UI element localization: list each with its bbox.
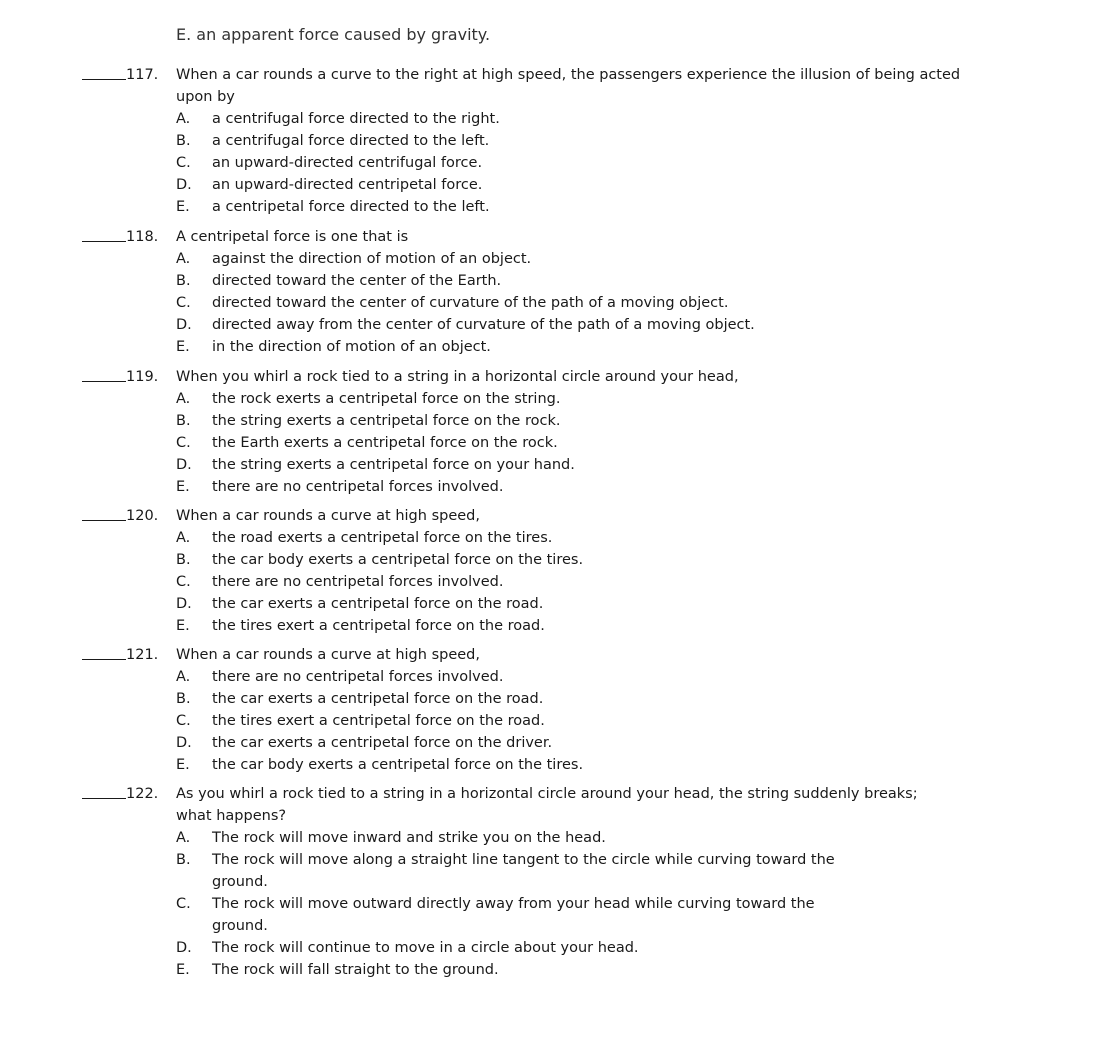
option-letter: C. <box>176 574 191 590</box>
question-number: 118. <box>126 229 159 245</box>
question-header <box>82 505 1042 527</box>
question-stem: When a car rounds a curve at high speed, <box>176 508 480 524</box>
option-c <box>82 710 1042 732</box>
option-letter: A. <box>176 111 191 127</box>
answer-blank[interactable] <box>82 798 126 799</box>
option-b <box>82 130 1042 152</box>
option-a <box>82 108 1042 130</box>
question-stem: When you whirl a rock tied to a string in a horizontal circle around your head, <box>176 369 739 385</box>
question-stem: When a car rounds a curve to the right at high speed, the passengers experience the illusion of being acted <box>176 67 961 83</box>
option-text: The rock will move outward directly away from your head while curving toward the ground. <box>212 896 815 934</box>
option-d <box>82 174 1042 196</box>
option-letter: D. <box>176 177 192 193</box>
question-stem-continued: what happens? <box>176 808 287 824</box>
question-117 <box>82 64 1042 218</box>
option-text: the tires exert a centripetal force on the road. <box>212 713 545 729</box>
option-text: a centrifugal force directed to the right. <box>212 111 500 127</box>
option-c <box>82 432 1042 454</box>
option-b <box>82 688 1042 710</box>
option-letter: E. <box>176 618 190 634</box>
option-text: the string exerts a centripetal force on your hand. <box>212 457 575 473</box>
option-d <box>82 314 1042 336</box>
option-letter: A. <box>176 251 191 267</box>
answer-blank[interactable] <box>82 381 126 382</box>
question-stem-continued: upon by <box>176 89 235 105</box>
option-letter: B. <box>176 133 191 149</box>
question-number: 119. <box>126 369 159 385</box>
option-a <box>82 827 1042 849</box>
option-b <box>82 849 1042 893</box>
option-text: directed toward the center of curvature of the path of a moving object. <box>212 295 729 311</box>
option-c <box>82 152 1042 174</box>
option-letter: C. <box>176 896 191 912</box>
option-letter: B. <box>176 691 191 707</box>
option-letter: C. <box>176 295 191 311</box>
option-text: directed toward the center of the Earth. <box>212 273 502 289</box>
option-letter: D. <box>176 940 192 956</box>
option-letter: E. <box>176 962 190 978</box>
option-a <box>82 527 1042 549</box>
answer-blank[interactable] <box>82 79 126 80</box>
question-120 <box>82 505 1042 637</box>
option-letter: E. <box>176 339 190 355</box>
question-122 <box>82 783 1042 981</box>
option-text: directed away from the center of curvature of the path of a moving object. <box>212 317 755 333</box>
option-letter: D. <box>176 735 192 751</box>
option-letter: A. <box>176 830 191 846</box>
question-stem: As you whirl a rock tied to a string in a horizontal circle around your head, the string suddenly breaks; <box>176 786 918 802</box>
option-letter: A. <box>176 669 191 685</box>
option-d <box>82 937 1042 959</box>
option-letter: B. <box>176 273 191 289</box>
option-letter: B. <box>176 552 191 568</box>
option-letter: E. <box>176 479 190 495</box>
option-a <box>82 388 1042 410</box>
question-118 <box>82 226 1042 358</box>
answer-blank[interactable] <box>82 520 126 521</box>
question-121 <box>82 644 1042 776</box>
answer-blank[interactable] <box>82 659 126 660</box>
question-number: 117. <box>126 67 159 83</box>
option-e <box>82 196 1042 218</box>
option-letter: A. <box>176 530 191 546</box>
option-text: The rock will continue to move in a circle about your head. <box>212 940 639 956</box>
option-text: a centrifugal force directed to the left. <box>212 133 490 149</box>
option-text: a centripetal force directed to the left. <box>212 199 490 215</box>
option-text: the car exerts a centripetal force on the road. <box>212 596 544 612</box>
option-d <box>82 454 1042 476</box>
option-letter: E. <box>176 757 190 773</box>
option-e <box>82 336 1042 358</box>
option-text: the car body exerts a centripetal force on the tires. <box>212 552 584 568</box>
option-text: there are no centripetal forces involved. <box>212 574 504 590</box>
option-letter: B. <box>176 852 191 868</box>
option-text: the rock exerts a centripetal force on the string. <box>212 391 561 407</box>
option-text: the car body exerts a centripetal force on the tires. <box>212 757 584 773</box>
option-text: The rock will move along a straight line tangent to the circle while curving toward the ground. <box>212 852 835 890</box>
option-text: an upward-directed centripetal force. <box>212 177 483 193</box>
question-stem: A centripetal force is one that is <box>176 229 409 245</box>
option-e <box>82 959 1042 981</box>
option-e <box>82 476 1042 498</box>
option-c <box>82 893 1042 937</box>
option-text: there are no centripetal forces involved. <box>212 479 504 495</box>
question-header <box>82 366 1042 388</box>
option-d <box>82 732 1042 754</box>
option-e <box>82 754 1042 776</box>
option-a <box>82 666 1042 688</box>
question-header <box>82 783 1042 805</box>
option-text: against the direction of motion of an object. <box>212 251 532 267</box>
question-header <box>82 64 1042 86</box>
question-number: 120. <box>126 508 159 524</box>
question-119 <box>82 366 1042 498</box>
option-text: an upward-directed centrifugal force. <box>212 155 483 171</box>
question-stem: When a car rounds a curve at high speed, <box>176 647 480 663</box>
option-b <box>82 549 1042 571</box>
option-letter: D. <box>176 596 192 612</box>
option-text: The rock will fall straight to the ground. <box>212 962 499 978</box>
option-letter: B. <box>176 413 191 429</box>
question-header <box>82 644 1042 666</box>
option-e <box>82 615 1042 637</box>
option-text: the car exerts a centripetal force on the driver. <box>212 735 553 751</box>
option-letter: D. <box>176 457 192 473</box>
cut-off-answer-text: E. an apparent force caused by gravity. <box>176 25 491 44</box>
option-text: the road exerts a centripetal force on the tires. <box>212 530 553 546</box>
option-letter: C. <box>176 155 191 171</box>
option-letter: A. <box>176 391 191 407</box>
question-number: 122. <box>126 786 159 802</box>
option-text: there are no centripetal forces involved. <box>212 669 504 685</box>
option-text: the tires exert a centripetal force on the road. <box>212 618 545 634</box>
option-text: in the direction of motion of an object. <box>212 339 491 355</box>
option-letter: C. <box>176 435 191 451</box>
option-letter: C. <box>176 713 191 729</box>
option-text: the Earth exerts a centripetal force on the rock. <box>212 435 558 451</box>
option-text: the car exerts a centripetal force on the road. <box>212 691 544 707</box>
option-text: the string exerts a centripetal force on the rock. <box>212 413 561 429</box>
question-header <box>82 226 1042 248</box>
option-c <box>82 292 1042 314</box>
cut-off-answer-line <box>176 25 506 48</box>
option-text: The rock will move inward and strike you on the head. <box>212 830 606 846</box>
question-number: 121. <box>126 647 159 663</box>
option-b <box>82 270 1042 292</box>
answer-blank[interactable] <box>82 241 126 242</box>
option-c <box>82 571 1042 593</box>
option-letter: E. <box>176 199 190 215</box>
option-a <box>82 248 1042 270</box>
option-d <box>82 593 1042 615</box>
option-b <box>82 410 1042 432</box>
option-letter: D. <box>176 317 192 333</box>
